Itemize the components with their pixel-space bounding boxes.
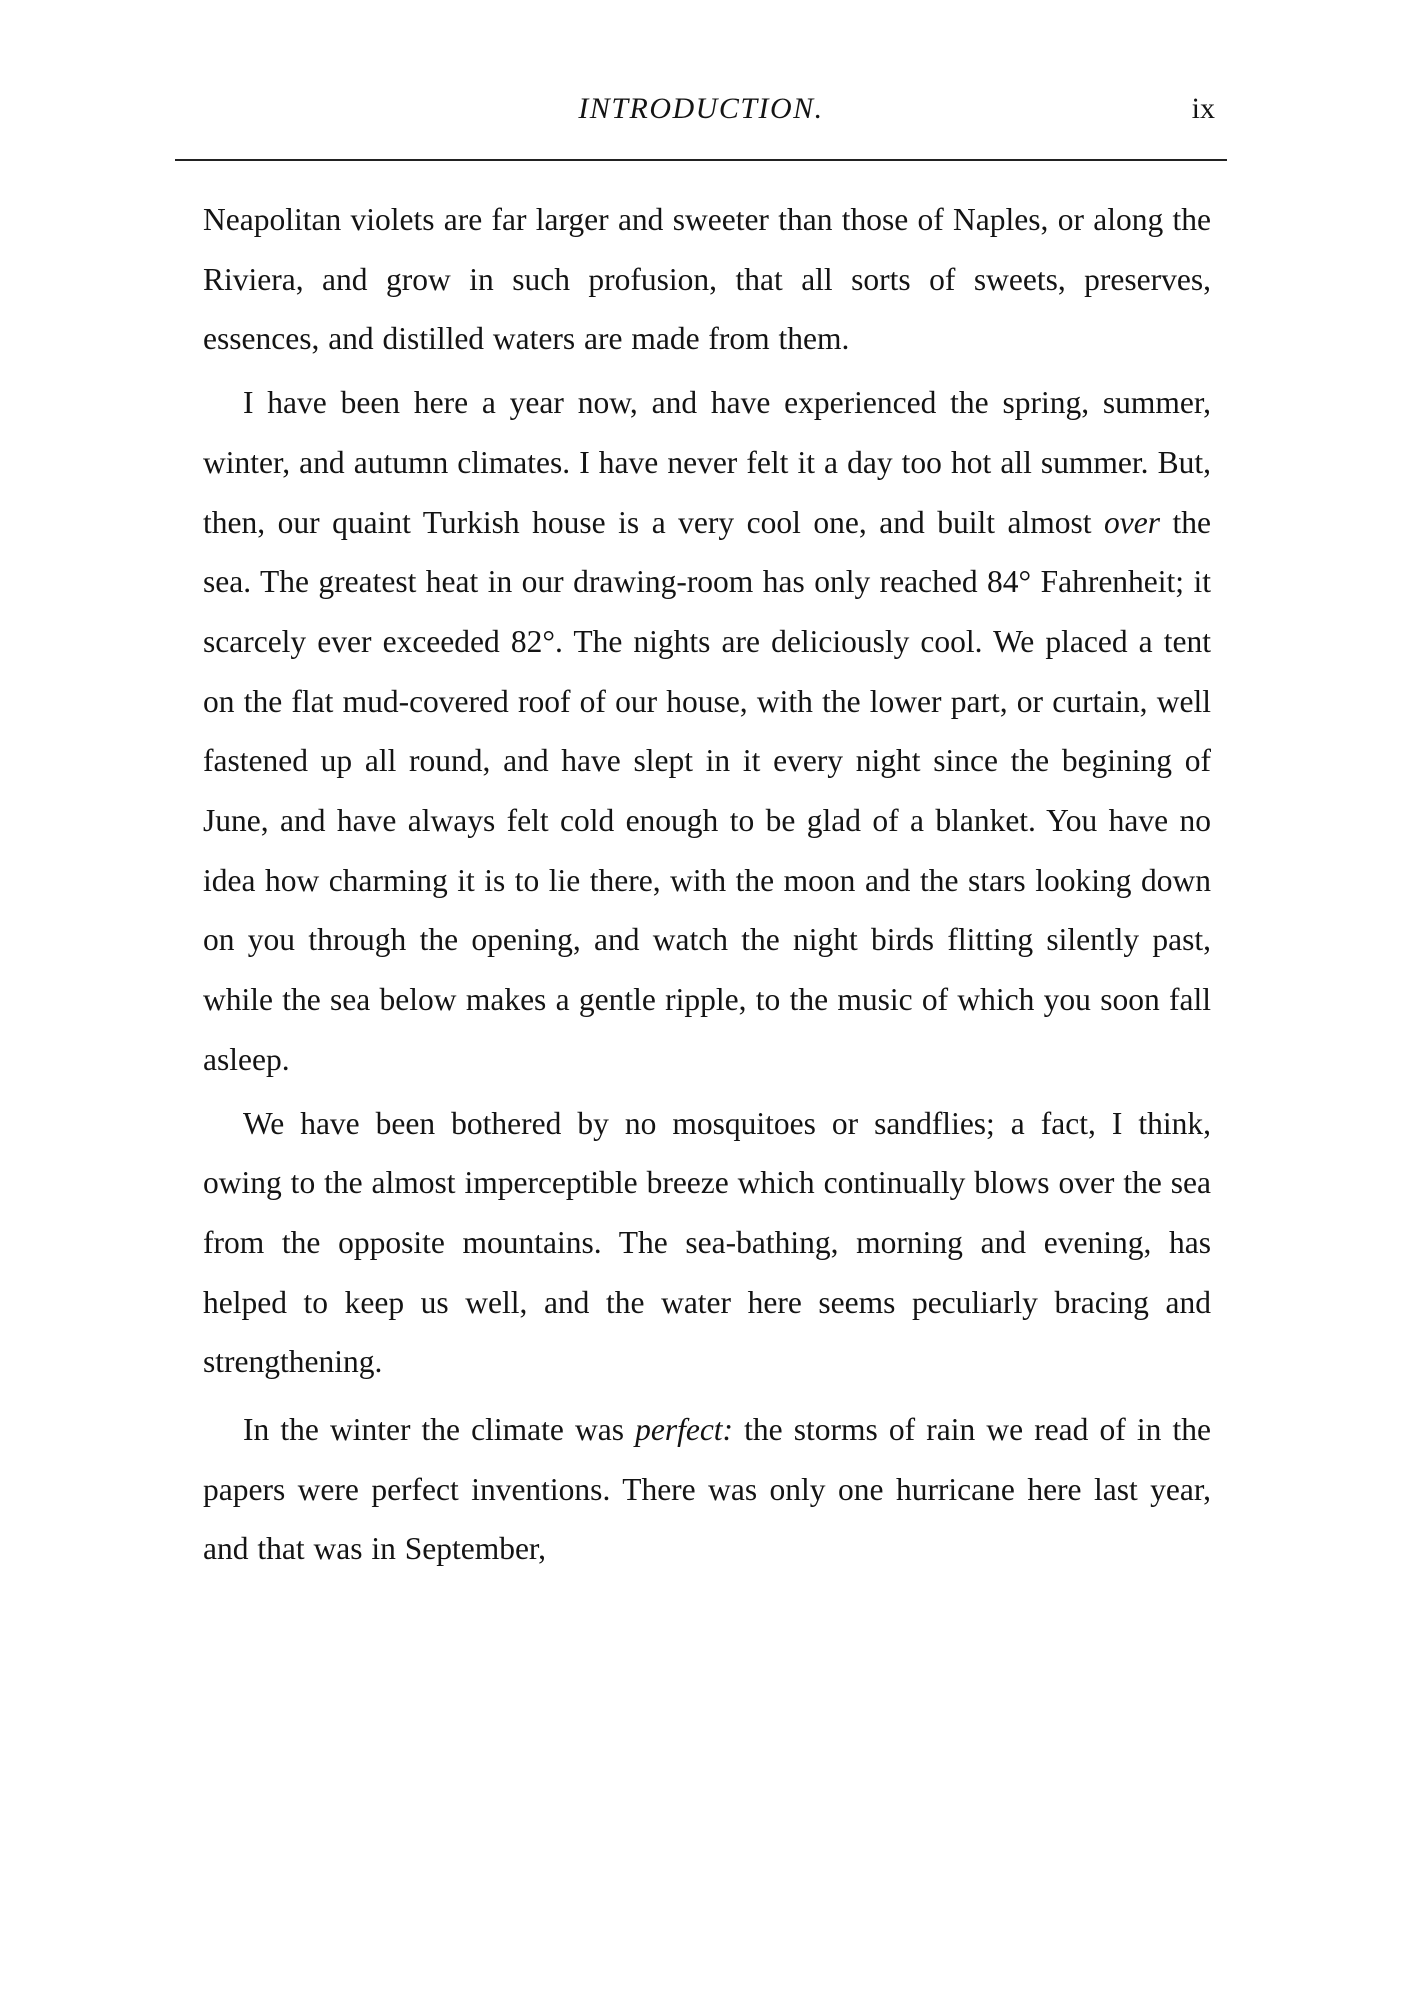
paragraph-3 [203, 1094, 1211, 1393]
paragraph-4-text-b: the storms of rain we read of in the papers were perfect inventions. There was only one hurricane here last year, and that was in September, [203, 1412, 1211, 1567]
running-title: INTRODUCTION. [578, 92, 824, 125]
paragraph-3-text: We have been bothered by no mosquitoes or sandflies; a fact, I think, owing to the almost imperceptible breeze which continually blows over the sea from the opposite mountains. The sea-bathing, morning and evening, has helped to keep us well, and the water here seems peculiarly bracing and strengthening. [203, 1105, 1211, 1380]
paragraph-2 [203, 373, 1211, 1089]
page-number: ix [1191, 92, 1215, 125]
paragraph-4-text-a: In the winter the climate was [243, 1412, 636, 1448]
running-head [175, 92, 1227, 142]
paragraph-4 [203, 1400, 1211, 1579]
paragraph-2-emphasis: over [1104, 504, 1161, 540]
paragraph-2-text-a: I have been here a year now, and have experienced the spring, summer, winter, and autumn climates. I have never felt it a day too hot all summer. But, then, our quaint Turkish house is a very cool one, and built almost [203, 385, 1211, 540]
body-text [203, 190, 1211, 1579]
paragraph-4-emphasis: perfect: [635, 1412, 734, 1448]
paragraph-1-text: Neapolitan violets are far larger and sweeter than those of Naples, or along the Riviera, and grow in such profusion, that all sorts of sweets, preserves, essences, and distilled waters are made from them. [203, 202, 1211, 357]
paragraph-1 [203, 190, 1211, 369]
paragraph-2-text-b: the sea. The greatest heat in our drawing-room has only reached 84° Fahrenheit; it scarcely ever exceeded 82°. The nights are deliciously cool. We placed a tent on the flat mud-covered roof of our house, with the lower part, or curtain, well fastened up all round, and have slept in it every night since the begining of June, and have always felt cold enough to be glad of a blanket. You have no idea how charming it is to lie there, with the moon and the stars looking down on you through the opening, and watch the night birds flitting silently past, while the sea below makes a gentle ripple, to the music of which you soon fall asleep. [203, 504, 1212, 1077]
header-rule [175, 159, 1227, 161]
